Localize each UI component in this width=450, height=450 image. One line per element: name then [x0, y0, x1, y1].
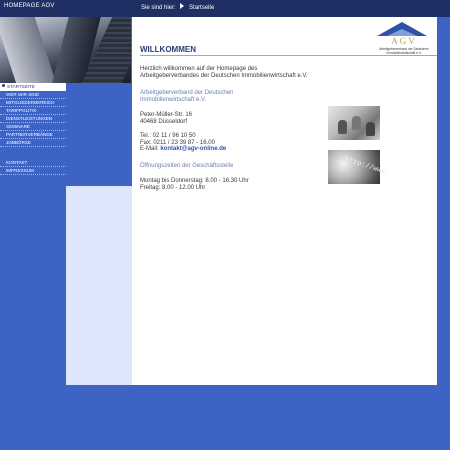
nav-label: IMPRESSUM: [6, 168, 34, 173]
nav-item-mitgliederbereich[interactable]: [0, 99, 66, 107]
hours-block: [140, 178, 249, 191]
hours-title: Öffnungszeiten der Geschäftsstelle: [140, 163, 234, 169]
welcome-line-2: Arbeitgeberverbandes der Deutschen Immobilienwirtschaft e.V.: [140, 72, 308, 79]
nav-label: WER WIR SIND: [6, 92, 40, 97]
nav-label: SEMINARE: [6, 124, 30, 129]
address-block: [140, 112, 192, 125]
contact-tel: Tel.: 02 11 / 96 10 50: [140, 133, 196, 139]
nav-item-dienstleistungen[interactable]: [0, 115, 66, 123]
title-divider: [140, 55, 437, 56]
nav-label: TARIFPOLITIK: [6, 108, 37, 113]
main-navigation: [0, 83, 66, 175]
nav-item-impressum[interactable]: [0, 167, 66, 175]
welcome-line-1: Herzlich willkommen auf der Homepage des: [140, 66, 258, 72]
address-city: 40468 Düsseldorf: [140, 118, 188, 125]
nav-item-startseite[interactable]: [0, 83, 66, 91]
meeting-photo: [328, 106, 380, 140]
hours-line-2: Freitag: 8.00 - 12.00 Uhr: [140, 184, 206, 191]
nav-item-wer-wir-sind[interactable]: [0, 91, 66, 99]
org-name-text: [140, 90, 233, 103]
nav-item-partnerverbaende[interactable]: [0, 131, 66, 139]
nav-gap: [0, 147, 66, 159]
web-photo: http://www: [328, 150, 380, 184]
org-line-1: Arbeitgeberverband der Deutschen: [140, 90, 234, 96]
top-bar: [0, 0, 450, 17]
email-label: E-Mail:: [140, 146, 159, 153]
nav-label: JOBBÖRSE: [6, 140, 32, 145]
nav-item-jobboerse[interactable]: [0, 139, 66, 147]
site-brand[interactable]: HOMEPAGE AGV: [4, 3, 55, 9]
nav-item-seminare[interactable]: [0, 123, 66, 131]
breadcrumb-arrow-icon: [180, 3, 184, 9]
welcome-text: [140, 66, 308, 79]
header-skyscraper-image: [0, 17, 131, 83]
breadcrumb-current[interactable]: Startseite: [189, 5, 215, 11]
hours-line-1: Montag bis Donnerstag: 8.00 - 16.30 Uhr: [140, 178, 249, 184]
nav-item-tarifpolitik[interactable]: [0, 107, 66, 115]
org-line-2: Immobilienwirtschaft e.V.: [140, 96, 207, 103]
email-link[interactable]: kontakt@agv-online.de: [160, 146, 227, 153]
logo-abbr: AGV: [391, 36, 417, 46]
logo-org-name: Arbeitgeberverband der Deutschen Immobilienwirtschaft e.V.: [379, 47, 429, 55]
contact-block: [140, 133, 226, 153]
nav-item-kontakt[interactable]: [0, 159, 66, 167]
nav-label: STARTSEITE: [7, 84, 35, 89]
breadcrumb: [141, 3, 214, 11]
nav-label: KONTAKT: [6, 160, 28, 165]
agv-logo[interactable]: [371, 22, 437, 58]
contact-email-row: [140, 146, 226, 153]
address-street: Peter-Müller-Str. 16: [140, 112, 193, 118]
active-bullet-icon: [2, 84, 5, 87]
nav-label: PARTNERVERBÄNDE: [6, 132, 53, 137]
sidebar-filler: [66, 186, 132, 385]
logo-roof-inner-icon: [387, 29, 417, 36]
breadcrumb-prefix: Sie sind hier:: [141, 5, 176, 11]
nav-label: DIENSTLEISTUNGEN: [6, 116, 53, 121]
contact-fax: Fax: 0211 / 23 39 87 - 16.00: [140, 139, 215, 146]
page-title: WILLKOMMEN: [140, 45, 196, 54]
nav-label: MITGLIEDERBEREICH: [6, 100, 55, 105]
